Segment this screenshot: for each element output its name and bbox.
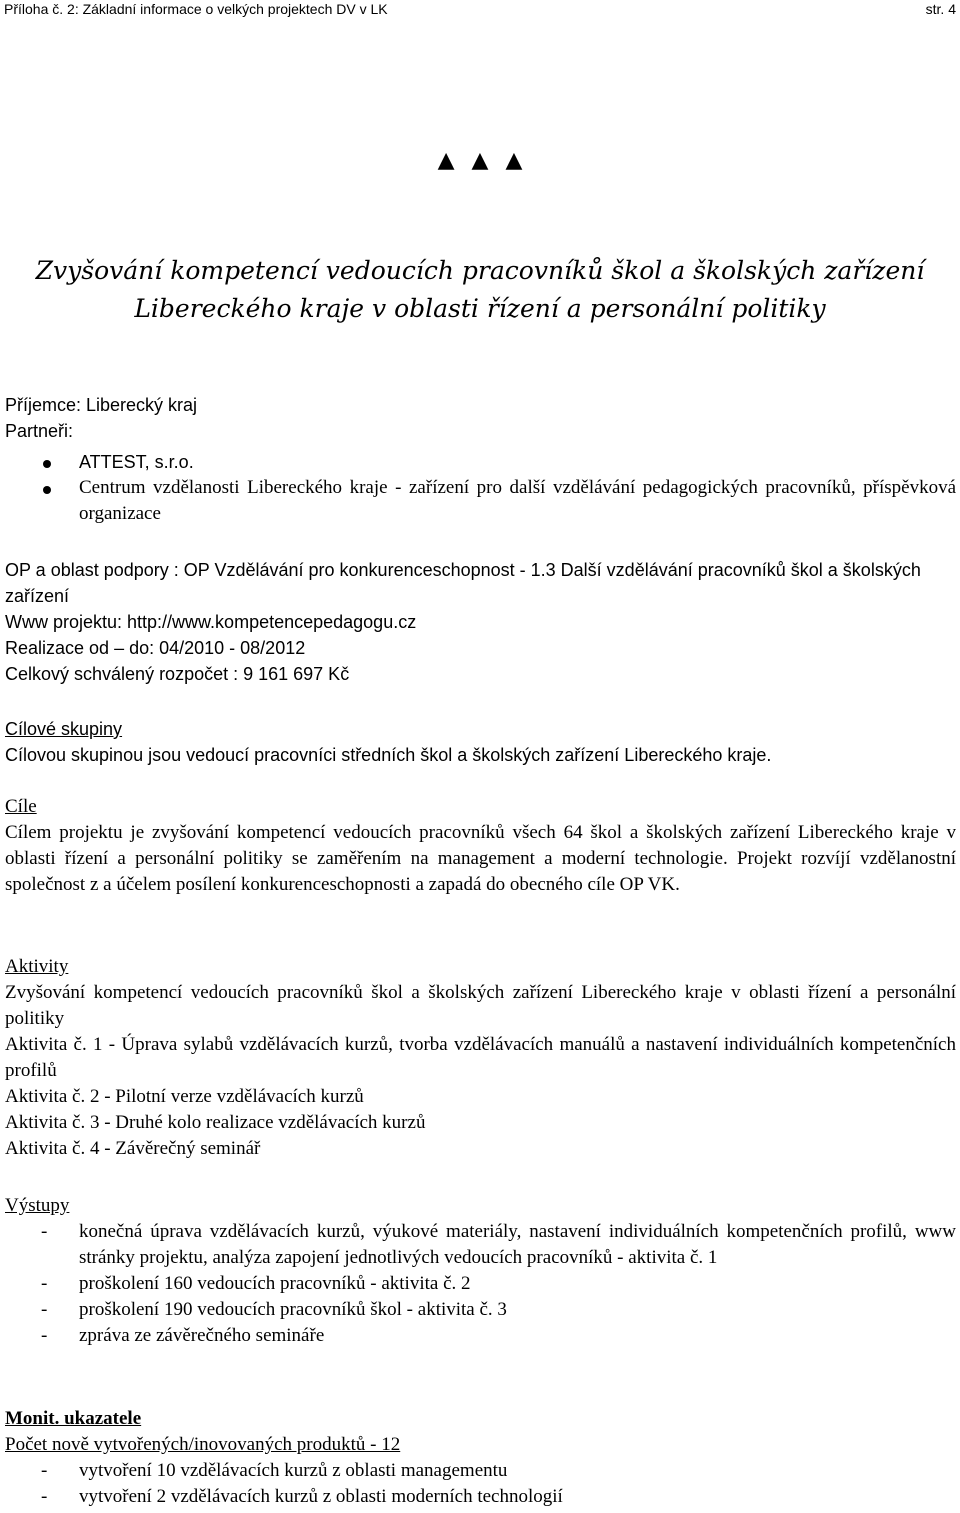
- project-info: [5, 557, 956, 687]
- target-groups-text: Cílovou skupinou jsou vedoucí pracovníci středních škol a školských zařízení Libereckého kraje.: [5, 745, 772, 765]
- activities-section: [5, 954, 956, 1162]
- partner-item: ATTEST, s.r.o.: [5, 449, 956, 475]
- dash-marker: -: [41, 1325, 48, 1346]
- triangle-icon: ▲: [437, 148, 455, 173]
- activity-item: Aktivita č. 3 - Druhé kolo realizace vzdělávacích kurzů: [5, 1112, 426, 1133]
- activities-heading: Aktivity: [5, 956, 69, 977]
- page-header: [4, 0, 956, 20]
- output-item: - proškolení 160 vedoucích pracovníků - aktivita č. 2: [5, 1271, 956, 1297]
- indicators-subheading: Počet nově vytvořených/inovovaných produktů - 12: [5, 1434, 401, 1455]
- header-title: Příloha č. 2: Základní informace o velkých projektech DV v LK: [4, 1, 388, 17]
- output-item: - proškolení 190 vedoucích pracovníků škol - aktivita č. 3: [5, 1297, 956, 1323]
- recipient-block: [5, 392, 956, 444]
- project-title: [0, 252, 960, 328]
- indicator-item: - vytvoření 10 vzdělávacích kurzů z oblasti managementu: [5, 1458, 956, 1484]
- target-groups-heading: Cílové skupiny: [5, 719, 123, 739]
- bullet-icon: [43, 460, 51, 468]
- partners-label: Partneři:: [5, 421, 74, 441]
- partner-item: Centrum vzdělanosti Libereckého kraje - zařízení pro další vzdělávání pedagogických pracovníků, příspěvková organizace: [5, 475, 956, 527]
- triangle-ornament: [0, 148, 960, 174]
- goals-heading: Cíle: [5, 796, 37, 817]
- project-title-line-2: Libereckého kraje v oblasti řízení a personální politiky: [134, 294, 826, 323]
- dash-marker: -: [41, 1460, 48, 1481]
- triangle-icon: ▲: [471, 148, 489, 173]
- operational-programme: OP a oblast podpory : OP Vzdělávání pro konkurenceschopnost - 1.3 Další vzdělávání pracovníků škol a školských zařízení: [5, 560, 921, 606]
- activity-item: Aktivita č. 2 - Pilotní verze vzdělávacích kurzů: [5, 1086, 364, 1107]
- triangle-icon: ▲: [505, 148, 523, 173]
- realization-period: Realizace od – do: 04/2010 - 08/2012: [5, 638, 306, 658]
- project-title-line-1: Zvyšování kompetencí vedoucích pracovníků škol a školských zařízení: [35, 256, 925, 285]
- goals-section: [5, 794, 956, 898]
- dash-marker: -: [41, 1221, 48, 1242]
- dash-marker: -: [41, 1486, 48, 1507]
- indicators-section: [5, 1406, 956, 1510]
- project-website: Www projektu: http://www.kompetencepedagogu.cz: [5, 612, 417, 632]
- recipient: Příjemce: Liberecký kraj: [5, 395, 198, 415]
- partners-list: [5, 449, 956, 527]
- outputs-section: [5, 1193, 956, 1349]
- dash-marker: -: [41, 1299, 48, 1320]
- outputs-heading: Výstupy: [5, 1195, 70, 1216]
- activities-intro: Zvyšování kompetencí vedoucích pracovníků škol a školských zařízení Libereckého kraje v oblasti řízení a personální politiky: [5, 982, 956, 1029]
- activity-item: Aktivita č. 4 - Závěrečný seminář: [5, 1138, 261, 1159]
- indicator-item: - vytvoření 2 vzdělávacích kurzů z oblasti moderních technologií: [5, 1484, 956, 1510]
- target-groups-section: [5, 716, 956, 768]
- output-item: - zpráva ze závěrečného semináře: [5, 1323, 956, 1349]
- page-number: str. 4: [925, 1, 956, 17]
- dash-marker: -: [41, 1273, 48, 1294]
- indicators-heading: Monit. ukazatele: [5, 1408, 142, 1429]
- approved-budget: Celkový schválený rozpočet : 9 161 697 Kč: [5, 664, 350, 684]
- bullet-icon: [43, 486, 51, 494]
- goals-text: Cílem projektu je zvyšování kompetencí vedoucích pracovníků všech 64 škol a školských zařízení Libereckého kraje v oblasti řízení a personální politiky se zaměřením na management a moderní technologie. Projekt rozvíjí vzdělanostní společnost z a účelem posílení konkurenceschopnosti a zapadá do obecného cíle OP VK.: [5, 822, 956, 895]
- output-item: - konečná úprava vzdělávacích kurzů, výukové materiály, nastavení individuálních kompetenčních profilů, www stránky projektu, analýza zapojení jednotlivých vedoucích pracovníků - aktivita č. 1: [41, 1221, 956, 1268]
- activity-item: Aktivita č. 1 - Úprava sylabů vzdělávacích kurzů, tvorba vzdělávacích manuálů a nastavení individuálních kompetenčních profilů: [5, 1034, 956, 1081]
